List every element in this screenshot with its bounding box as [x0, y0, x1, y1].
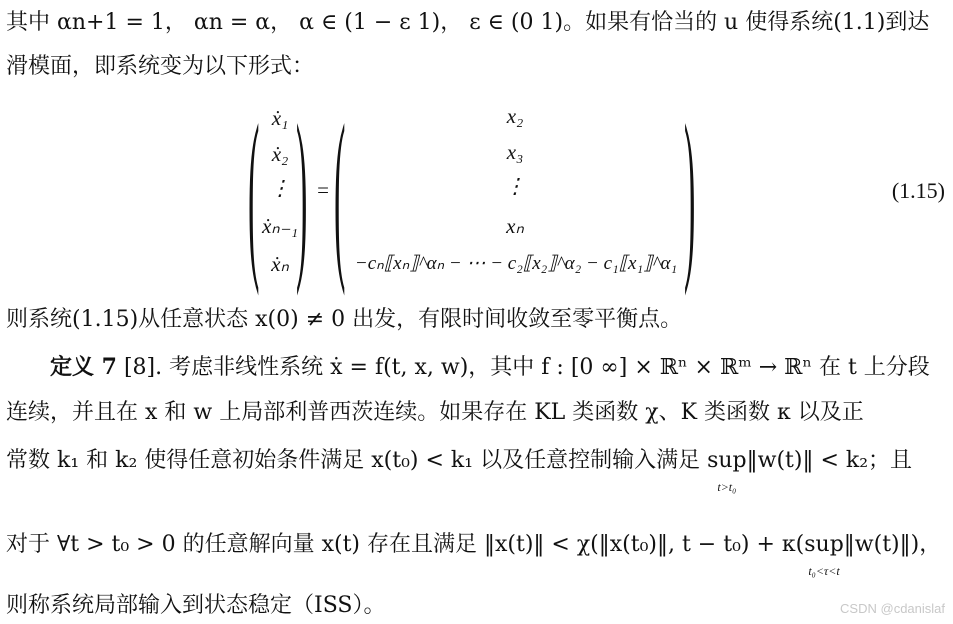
paragraph1-line1: 其中 αn+1 = 1， αn = α， α ∈ (1 − ε 1)， ε ∈ (0 1)。如果有恰当的 u 使得系统(1.1)到达 [6, 10, 930, 35]
lhs-entry: ẋ₁ [271, 106, 289, 130]
watermark: CSDN @cdanislaf [840, 601, 945, 616]
rhs-right-paren: ) [684, 87, 696, 297]
sup-subscript: t₀<τ<t [808, 564, 840, 578]
equation-1-15 [0, 87, 953, 297]
definition-line4 [6, 530, 945, 578]
equation-number: (1.15) [891, 178, 945, 203]
sup-operator: sup t₀<τ<t [804, 530, 844, 560]
sup-subscript: t>t₀ [717, 480, 737, 494]
equals-sign: = [317, 178, 329, 202]
lhs-entry: ⋮ [269, 176, 291, 200]
definition-label: 定义 7 [50, 354, 117, 380]
paragraph2: 则系统(1.15)从任意状态 x(0) ≠ 0 出发，有限时间收敛至零平衡点。 [6, 307, 683, 332]
rhs-entry: −cₙ⟦xₙ⟧^αₙ − ⋯ − c₂⟦x₂⟧^α₂ − c₁⟦x₁⟧^α₁ [354, 253, 678, 274]
paragraph1-line2: 滑模面，即系统变为以下形式： [6, 54, 315, 79]
definition-line3 [6, 446, 945, 494]
rhs-entry: x₃ [506, 140, 524, 164]
lhs-left-paren: ( [248, 87, 260, 297]
rhs-entry: xₙ [506, 214, 524, 238]
definition-text: 考虑非线性系统 ẋ = f(t, x, w)，其中 f : [0 ∞] × ℝⁿ × ℝᵐ → ℝⁿ 在 t 上分段 [169, 355, 930, 380]
lhs-entry: ẋ₂ [271, 142, 289, 166]
definition-ref: [8]. [116, 355, 170, 380]
lhs-entry: ẋₙ [271, 252, 289, 276]
definition-line4-tail: ‖w(t)‖)， [843, 532, 942, 557]
definition-line4-text: 对于 ∀t > t₀ > 0 的任意解向量 x(t) 存在且满足 ‖x(t)‖ < χ(‖x(t₀)‖, t − t₀) + κ( [6, 532, 805, 557]
definition-line3-tail: ‖w(t)‖ < k₂；且 [746, 448, 913, 473]
definition-line3-text: 常数 k₁ 和 k₂ 使得任意初始条件满足 x(t₀) < k₁ 以及任意控制输入满足 [6, 448, 708, 473]
lhs-entry: ẋₙ₋₁ [261, 214, 299, 238]
definition-line2: 连续，并且在 x 和 w 上局部利普西茨连续。如果存在 KL 类函数 χ、K 类函数 κ 以及正 [6, 400, 864, 425]
rhs-left-paren: ( [334, 87, 346, 297]
sup-operator: sup t>t₀ [707, 446, 747, 476]
definition-line1 [6, 352, 945, 383]
rhs-entry: x₂ [506, 104, 524, 128]
lhs-right-paren: ) [296, 87, 308, 297]
rhs-entry: ⋮ [504, 174, 526, 198]
definition-line5: 则称系统局部输入到状态稳定（ISS）。 [6, 593, 386, 618]
